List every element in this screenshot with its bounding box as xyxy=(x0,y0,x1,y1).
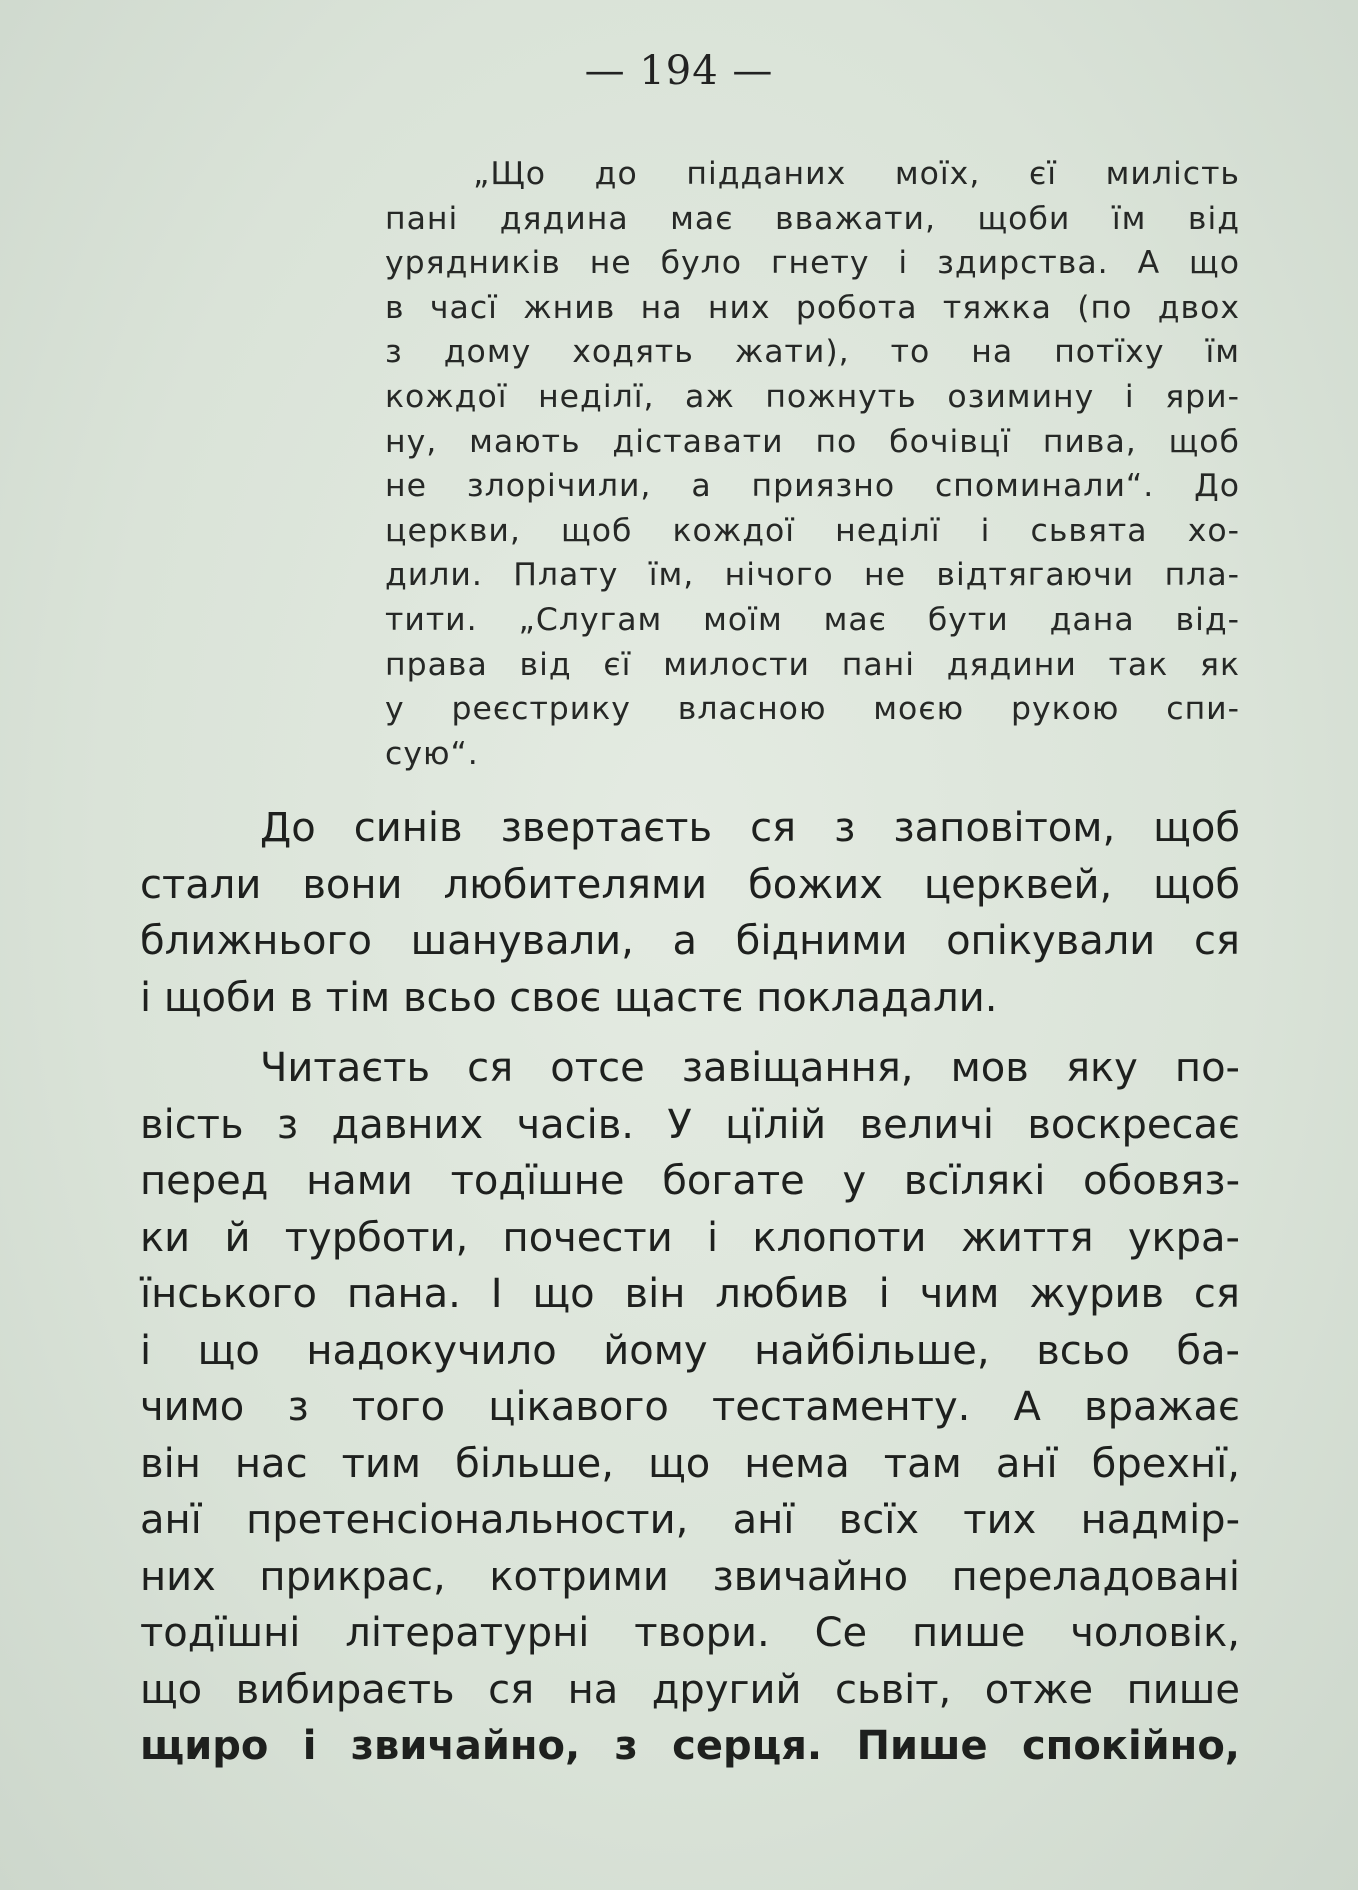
quote-line: тити. „Слугам моїм має бути дана від- xyxy=(385,601,1240,638)
paragraph-gap xyxy=(140,1026,1240,1040)
quote-line: „Що до підданих моїх, єї милість xyxy=(473,156,1240,192)
paragraph-line: щиро і звичайно, з серця. Пише спокійно, xyxy=(140,1723,1240,1769)
paragraph-line: і щоби в тім всьо своє щастє покладали. xyxy=(140,974,998,1021)
paragraph-line: ки й турботи, почести і клопоти життя укра- xyxy=(140,1214,1240,1261)
quote-block xyxy=(385,152,1240,776)
paragraph-line: тодїшні літературні твори. Се пише чоловік, xyxy=(140,1610,1240,1656)
paragraph-line: він нас тим більше, що нема там анї брехнї, xyxy=(140,1440,1240,1487)
paragraph-line: стали вони любителями божих церквей, щоб xyxy=(140,861,1240,908)
paragraph-line: них прикрас, котрими звичайно переладовані xyxy=(140,1553,1240,1600)
quote-line: кождої неділї, аж пожнуть озимину і яри- xyxy=(385,378,1240,415)
paragraph-line: чимо з того цікавого тестаменту. А вражає xyxy=(140,1384,1240,1430)
paragraph-line: їнського пана. І що він любив і чим журив ся xyxy=(140,1271,1240,1317)
quote-line: у реєстрику власною моєю рукою спи- xyxy=(385,691,1240,728)
paragraph-line: анї претенсіональности, анї всїх тих надмір- xyxy=(140,1497,1240,1543)
quote-line: права від єї милости пані дядини так як xyxy=(385,646,1240,683)
quote-line: з дому ходять жати), то на потїху їм xyxy=(385,334,1240,371)
quote-line: урядників не було гнету і здирства. А що xyxy=(385,245,1240,282)
quote-line: церкви, щоб кождої неділї і сьвята хо- xyxy=(385,512,1240,549)
quote-line: не злорічили, а приязно споминали“. До xyxy=(385,468,1240,505)
paragraph-1 xyxy=(140,800,1240,1026)
quote-line: сую“. xyxy=(385,735,479,772)
paragraph-line: перед нами тодїшне богате у всїлякі обовяз- xyxy=(140,1158,1240,1204)
quote-line: ну, мають діставати по бочівцї пива, щоб xyxy=(385,423,1240,460)
page-number: — 194 — xyxy=(584,48,774,94)
paragraph-2 xyxy=(140,1040,1240,1775)
paragraph-line: і що надокучило йому найбільше, всьо ба- xyxy=(140,1327,1240,1374)
paragraph-line: До синів звертаєть ся з заповітом, щоб xyxy=(260,805,1240,851)
paragraph-line: що вибираєть ся на другий сьвіт, отже пише xyxy=(140,1666,1240,1713)
paragraph-line: вість з давних часів. У цїлій величі воскресає xyxy=(140,1101,1240,1148)
paragraph-line: Читаєть ся отсе завіщання, мов яку по- xyxy=(260,1045,1240,1091)
main-text xyxy=(140,800,1240,1775)
quote-line: дили. Плату їм, нічого не відтягаючи пла- xyxy=(385,557,1240,594)
paragraph-line: ближнього шанували, а бідними опікували ся xyxy=(140,918,1240,964)
quote-line: в часї жнив на них робота тяжка (по двох xyxy=(385,289,1240,326)
quote-line: пані дядина має вважати, щоби їм від xyxy=(385,200,1240,237)
